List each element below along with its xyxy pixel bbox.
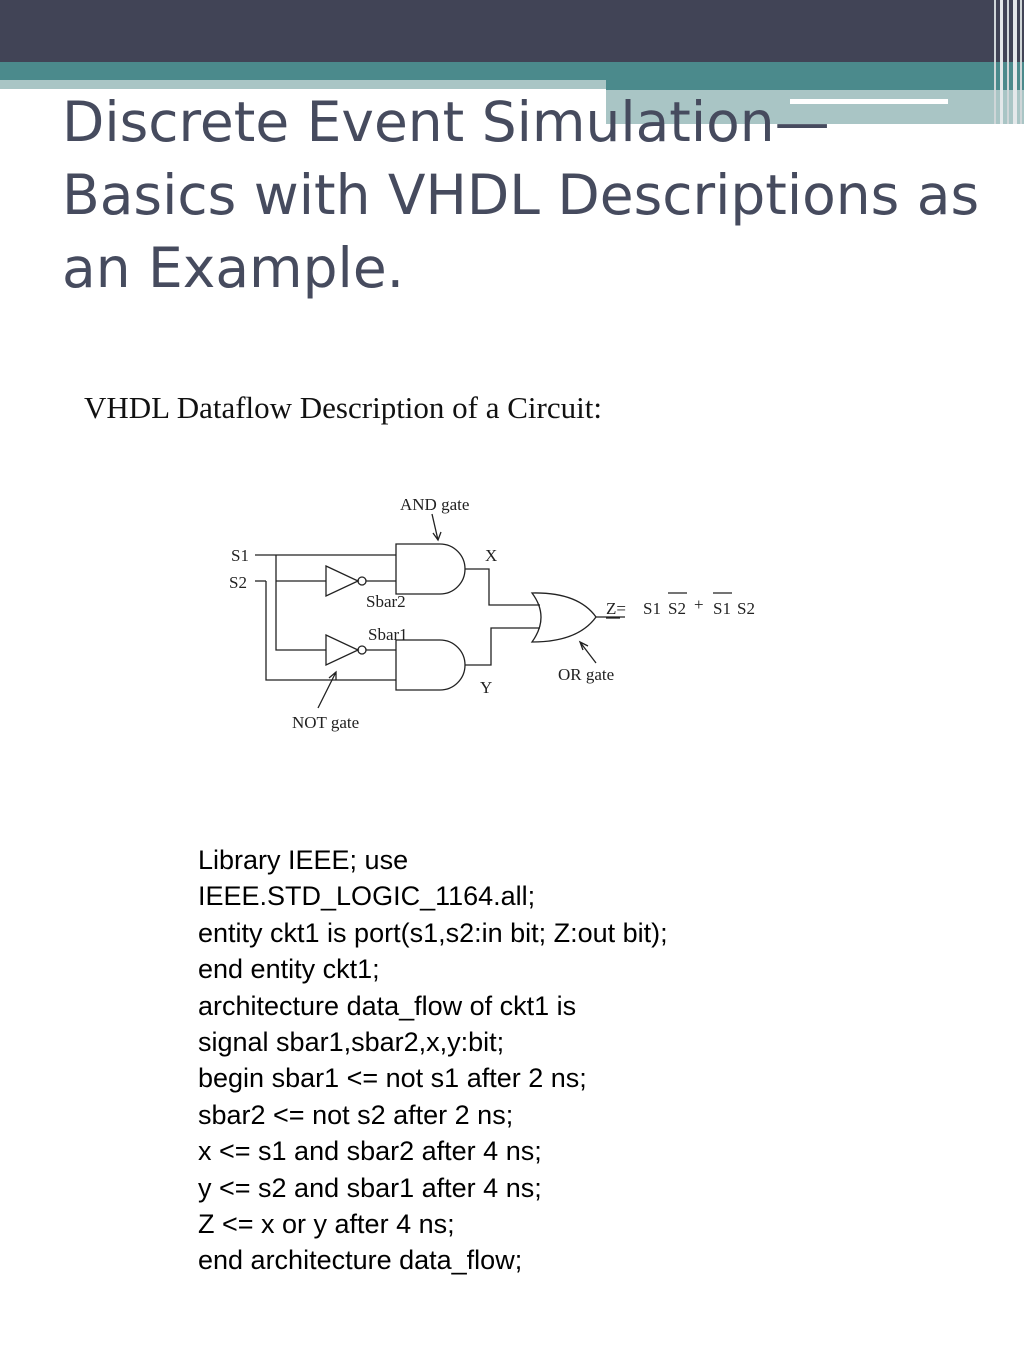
wire-y: [465, 628, 540, 665]
header-vert-stripe-4: [1013, 0, 1017, 124]
slide-title-line-2: Basics with VHDL Descriptions as: [62, 163, 980, 227]
label-s2-term2: S2: [737, 599, 755, 618]
label-s1: S1: [231, 546, 249, 565]
label-s1-bar-term2: S1: [713, 599, 731, 618]
header-vert-stripe-3: [1007, 0, 1009, 124]
slide-subtitle: VHDL Dataflow Description of a Circuit:: [84, 390, 602, 425]
wire-x: [465, 569, 540, 605]
label-sbar1: Sbar1: [368, 625, 408, 644]
label-not-gate: NOT gate: [292, 713, 360, 732]
arrow-not-gate: [318, 672, 336, 708]
label-z: Z=: [606, 599, 626, 618]
not-gate-bottom: [326, 635, 358, 665]
slide-title-line-3: an Example.: [62, 236, 405, 300]
header-vert-stripe-1: [994, 0, 996, 124]
header-vert-stripe-5: [1020, 0, 1022, 124]
header-vert-stripe-2: [1000, 0, 1003, 124]
code-line: entity ckt1 is port(s1,s2:in bit; Z:out bit);: [198, 917, 668, 948]
code-line: Library IEEE; use: [198, 845, 409, 875]
and-gate-bottom: [396, 640, 465, 690]
code-line: x <= s1 and sbar2 after 4 ns;: [198, 1136, 542, 1167]
vhdl-code-block: [198, 842, 668, 1279]
label-s1-term1: S1: [643, 599, 661, 618]
slide-title: [62, 86, 992, 305]
label-s2: S2: [229, 573, 247, 592]
label-s2-bar-term1: S2: [668, 599, 686, 618]
label-plus: +: [694, 595, 704, 614]
label-y: Y: [480, 678, 493, 697]
not-gate-top: [326, 566, 358, 596]
circuit-diagram: [200, 480, 800, 750]
header-teal-band: [0, 62, 1024, 80]
code-line: begin sbar1 <= not s1 after 2 ns;: [198, 1063, 587, 1094]
header-dark-band: [0, 0, 1024, 62]
arrow-or-gate: [580, 642, 596, 663]
code-line: y <= s2 and sbar1 after 4 ns;: [198, 1172, 542, 1203]
code-line: end entity ckt1;: [198, 954, 380, 985]
arrow-and-gate: [432, 514, 441, 540]
label-and-gate: AND gate: [400, 495, 470, 514]
code-line: Z <= x or y after 4 ns;: [198, 1209, 455, 1240]
slide-title-line-1: Discrete Event Simulation—: [62, 90, 830, 154]
label-or-gate: OR gate: [558, 665, 615, 684]
code-line: signal sbar1,sbar2,x,y:bit;: [198, 1027, 505, 1058]
code-line: IEEE.STD_LOGIC_1164.all;: [198, 881, 536, 912]
code-line: end architecture data_flow;: [198, 1245, 523, 1276]
label-sbar2: Sbar2: [366, 592, 406, 611]
or-gate: [532, 593, 596, 642]
label-x: X: [485, 546, 498, 565]
and-gate-top: [396, 544, 465, 594]
code-line: sbar2 <= not s2 after 2 ns;: [198, 1099, 514, 1130]
code-line: architecture data_flow of ckt1 is: [198, 990, 577, 1021]
wire-s1-branch: [276, 555, 326, 650]
